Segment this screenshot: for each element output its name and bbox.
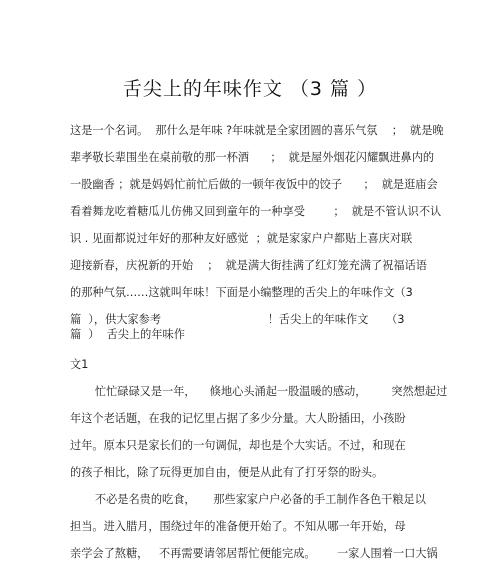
article-title: 舌尖上的年味作文 （3 篇 ）: [122, 78, 378, 100]
body-line: 识 . 见面都说过年好的那种友好感觉 ；就是家家户户都贴上喜庆对联: [70, 232, 413, 245]
body-line: 的那种气氛……这就叫年味！下面是小编整理的舌尖上的年味作文（3: [70, 286, 413, 299]
body-line: 的孩子相比，除了玩得更加自由，便是从此有了打牙祭的盼头。: [70, 466, 384, 479]
body-line: 文1: [70, 358, 89, 371]
body-line: 迎接新春，庆祝新的开始 ； 就是满大街挂满了红灯笼充满了祝福话语: [70, 259, 427, 272]
body-line: 亲学会了熬糖， 不再需要请邻居帮忙便能完成。 一家人围着一口大锅: [70, 547, 438, 560]
body-line: 年这个老话题，在我的记忆里占据了多少分量。大人盼插田，小孩盼: [70, 412, 406, 425]
body-line: 篇 ），供大家参考 ！舌尖上的年味作文 （3: [70, 313, 405, 326]
body-line: 篇 ） 舌尖上的年味作: [70, 328, 185, 341]
body-line: 担当。进入腊月，围绕过年的准备便开始了。不知从哪一年开始，母: [70, 520, 406, 533]
body-line: 辈孝敬长辈围坐在桌前敬的那一杯酒 ； 就是屋外烟花闪耀飘进鼻内的: [70, 151, 435, 164]
body-line: 过年。原本只是家长们的一句调侃，却也是个大实话。不过，和现在: [70, 439, 406, 452]
body-line: 忙忙碌碌又是一年， 倏地心头涌起一股温暖的感动， 突然想起过: [70, 385, 448, 398]
body-line: 不必是名贵的吃食， 那些家家户户必备的手工制作各色干粮足以: [70, 493, 426, 506]
body-line: 看着舞龙吃着糖瓜儿仿佛又回到童年的一种享受 ； 就是不管认识不认: [70, 205, 442, 218]
body-line: 一股幽香 ；就是妈妈忙前忙后做的一顿年夜饭中的饺子 ； 就是逛庙会: [70, 178, 438, 191]
body-line: 这是一个名词。 那什么是年味 ?年味就是全家团圆的喜乐气氛 ； 就是晚: [70, 124, 444, 137]
